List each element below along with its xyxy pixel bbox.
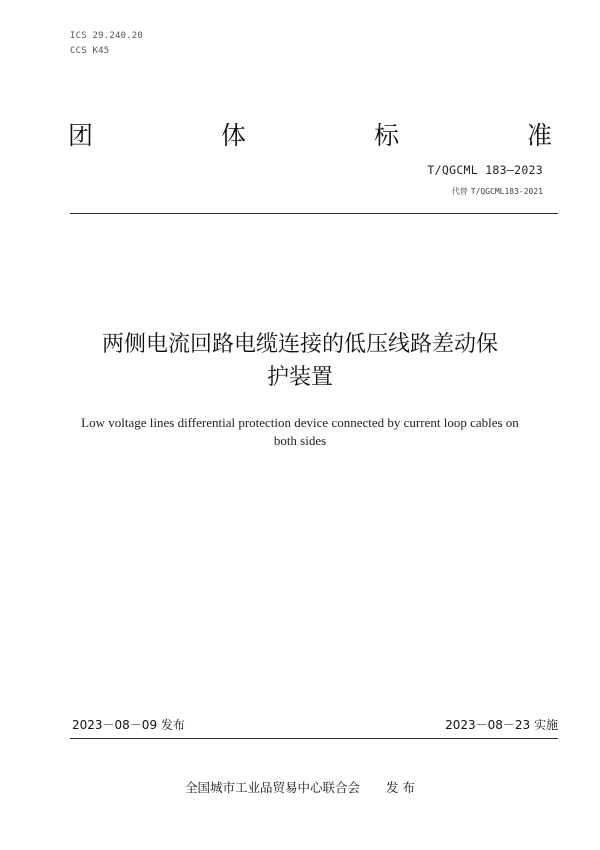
english-title-line: Low voltage lines differential protection device connected by current loop cables on [81,415,519,430]
publisher-line [0,778,600,796]
header-divider [70,213,558,214]
standard-type-char: 标 [373,121,399,150]
chinese-title [50,328,550,394]
english-title-line: both sides [273,433,327,448]
standard-type-char: 团 [68,121,94,150]
publish-action: 发 布 [386,780,415,795]
chinese-title-line: 护装置 [266,365,333,390]
publisher-name: 全国城市工业品贸易中心联合会 [185,780,361,795]
ccs-code: CCS K45 [70,46,110,56]
english-title [60,414,540,450]
replaces-note [452,186,543,197]
ics-code: ICS 29.240.20 [70,31,144,41]
replaces-label: 代替 [451,187,468,196]
standard-number: T/QGCML 183—2023 [427,163,543,177]
standard-type-char: 体 [220,121,246,150]
implementation-date: 2023－08－23 实施 [445,718,558,732]
issue-date: 2023－08－09 发布 [72,718,185,732]
footer-divider [70,738,558,739]
standard-type-char: 准 [526,121,552,150]
chinese-title-line: 两侧电流回路电缆连接的低压线路差动保 [101,332,498,357]
replaced-standard-number: T/QGCML183-2021 [470,187,543,196]
standard-type-heading [68,116,552,152]
